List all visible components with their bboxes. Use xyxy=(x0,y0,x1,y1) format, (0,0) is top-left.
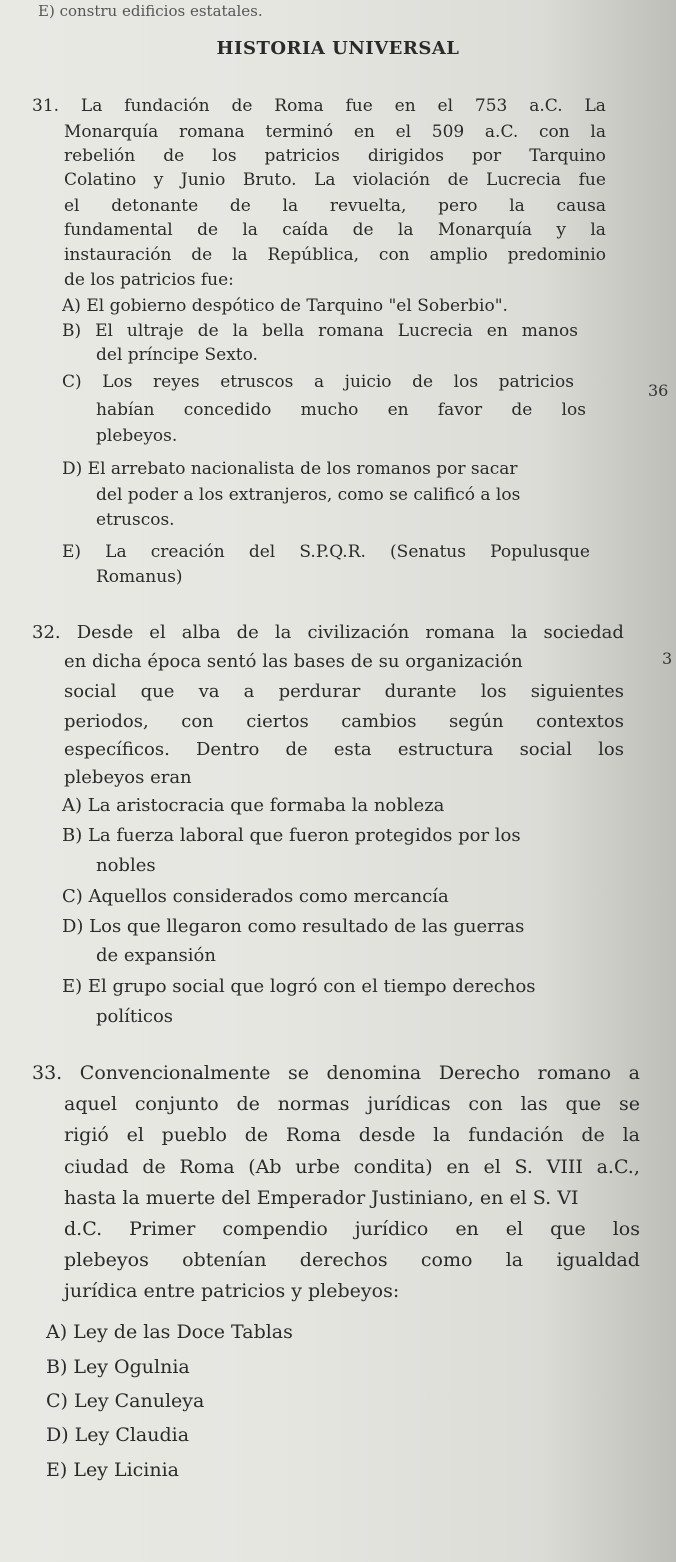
q31-option-line: C) Los reyes etruscos a juicio de los patricios xyxy=(62,372,574,392)
q32-option-line: A) La aristocracia que formaba la nobleza xyxy=(62,795,445,816)
q31-option-line: etruscos. xyxy=(96,510,175,530)
q31-stem-line: rebelión de los patricios dirigidos por Tarquino xyxy=(64,146,606,166)
q31-option-line: del príncipe Sexto. xyxy=(96,345,258,365)
q31-stem-line: Monarquía romana terminó en el 509 a.C. con la xyxy=(64,122,606,142)
q31-option-line: B) El ultraje de la bella romana Lucrecia en manos xyxy=(62,321,578,341)
q31-option-line: habían concedido mucho en favor de los xyxy=(96,400,586,420)
q32-option-line: de expansión xyxy=(96,945,216,966)
q31-option-line: Romanus) xyxy=(96,567,183,587)
q32-stem-line: específicos. Dentro de esta estructura social los xyxy=(64,739,624,760)
q32-option-line: nobles xyxy=(96,855,156,876)
q31-option-line: A) El gobierno despótico de Tarquino "el Soberbio". xyxy=(62,296,508,316)
q33-stem-line: 33. Convencionalmente se denomina Derecho romano a xyxy=(32,1062,640,1084)
q32-option-line: B) La fuerza laboral que fueron protegidos por los xyxy=(62,825,521,846)
q33-stem-line: hasta la muerte del Emperador Justiniano, en el S. VI xyxy=(64,1187,579,1209)
q33-option-line: C) Ley Canuleya xyxy=(46,1390,205,1412)
q33-stem-line: jurídica entre patricios y plebeyos: xyxy=(64,1280,400,1302)
q33-option-line: A) Ley de las Doce Tablas xyxy=(46,1321,293,1343)
q31-option-line: plebeyos. xyxy=(96,426,178,446)
q32-stem-line: 32. Desde el alba de la civilización romana la sociedad xyxy=(32,622,624,643)
q32-option-line: C) Aquellos considerados como mercancía xyxy=(62,886,449,907)
q33-option-line: E) Ley Licinia xyxy=(46,1459,180,1481)
q32-stem-line: en dicha época sentó las bases de su organización xyxy=(64,651,523,672)
q31-stem-line: instauración de la República, con amplio predominio xyxy=(64,245,606,265)
q31-option-line: E) La creación del S.P.Q.R. (Senatus Populusque xyxy=(62,542,590,562)
q31-option-line: D) El arrebato nacionalista de los romanos por sacar xyxy=(62,459,518,479)
q31-stem-line: fundamental de la caída de la Monarquía y la xyxy=(64,220,606,240)
q32-option-line: D) Los que llegaron como resultado de las guerras xyxy=(62,916,525,937)
q33-stem-line: rigió el pueblo de Roma desde la fundación de la xyxy=(64,1124,640,1146)
q33-stem-line: plebeyos obtenían derechos como la igualdad xyxy=(64,1249,640,1271)
section-header: HISTORIA UNIVERSAL xyxy=(216,38,460,59)
q32-stem-line: social que va a perdurar durante los siguientes xyxy=(64,681,624,702)
q31-stem-line: Colatino y Junio Bruto. La violación de Lucrecia fue xyxy=(64,170,606,190)
q31-option-line: del poder a los extranjeros, como se calificó a los xyxy=(96,485,521,505)
q31-stem-line: de los patricios fue: xyxy=(64,270,234,290)
margin-number: 36 xyxy=(648,381,669,400)
q33-option-line: B) Ley Ogulnia xyxy=(46,1356,190,1378)
cut-off-previous-option: E) constru edificios estatales. xyxy=(38,2,263,20)
q32-stem-line: periodos, con ciertos cambios según contextos xyxy=(64,711,624,732)
q33-option-line: D) Ley Claudia xyxy=(46,1424,190,1446)
q32-option-line: E) El grupo social que logró con el tiempo derechos xyxy=(62,976,536,997)
q33-stem-line: aquel conjunto de normas jurídicas con las que se xyxy=(64,1093,640,1115)
q32-stem-line: plebeyos eran xyxy=(64,767,192,788)
margin-number: 3 xyxy=(662,649,673,668)
q33-stem-line: d.C. Primer compendio jurídico en el que los xyxy=(64,1218,640,1240)
q31-stem-line: 31. La fundación de Roma fue en el 753 a.C. La xyxy=(32,96,606,116)
q31-stem-line: el detonante de la revuelta, pero la causa xyxy=(64,196,606,216)
q32-option-line: políticos xyxy=(96,1006,174,1027)
q33-stem-line: ciudad de Roma (Ab urbe condita) en el S. VIII a.C., xyxy=(64,1156,640,1178)
